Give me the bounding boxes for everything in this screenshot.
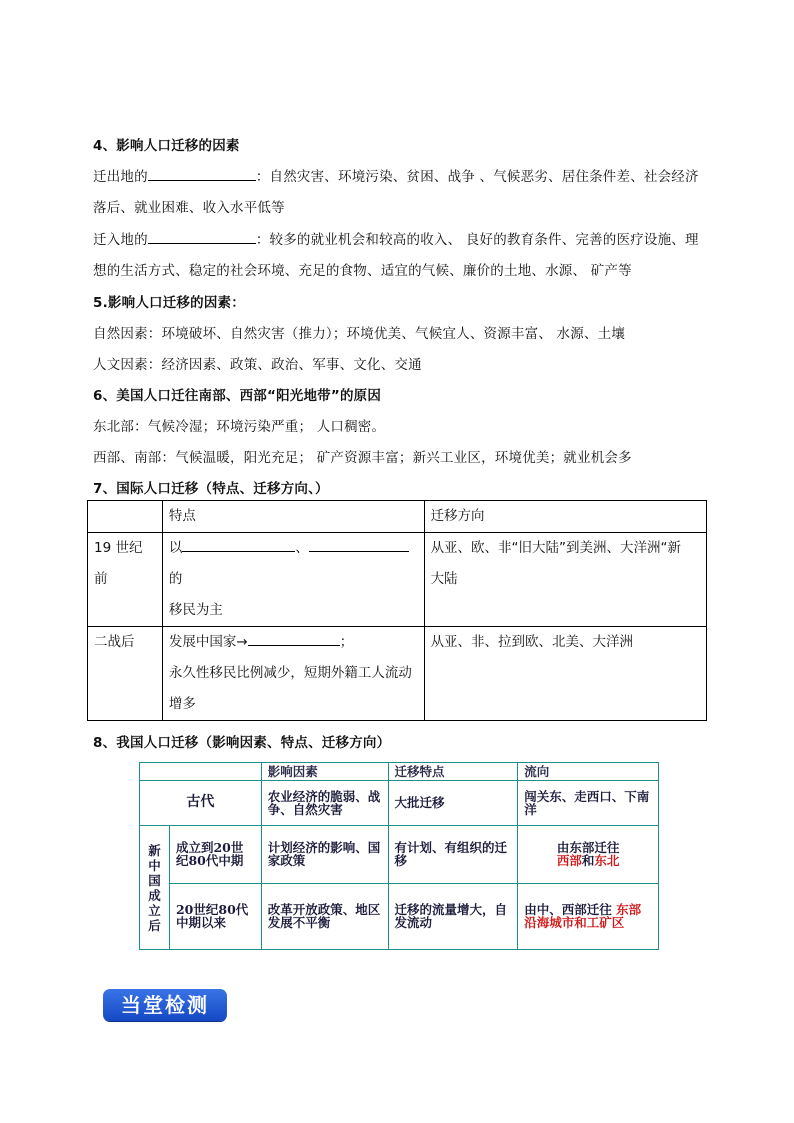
table-row <box>140 883 659 949</box>
s4-in-line2: 想的生活方式、稳定的社会环境、充足的食物、适宜的气候、廉价的土地、水源、 矿产等 <box>93 263 632 279</box>
row2-suffix: ； <box>339 634 354 650</box>
china-migration-table-figure <box>139 762 659 950</box>
t2-ancient-features: 大批迁移 <box>388 780 518 825</box>
t2-p1-flow-d: 东北 <box>594 853 620 869</box>
t2-period2-flow <box>518 883 659 949</box>
s5-natural: 自然因素：环境破坏、自然灾害（推力）；环境优美、气候宜人、资源丰富、 水源、土壤 <box>93 326 626 342</box>
t2-p2-flow-b: 东部沿海城市和工矿区 <box>524 902 642 931</box>
t2-period2-factors: 改革开放政策、地区发展不平衡 <box>261 883 388 949</box>
header-feature: 特点 <box>162 501 424 533</box>
t2-period2-features: 迁移的流量增大，自发流动 <box>388 883 518 949</box>
row2-feature-line3: 增多 <box>168 696 196 712</box>
s4-out-label: 迁出地的 <box>93 169 148 185</box>
t2-period1-label: 成立到20世纪80代中期 <box>169 826 261 884</box>
t2-p1-flow-c: 和 <box>581 853 595 869</box>
t2-ancient-factors: 农业经济的脆弱、战争、自然灾害 <box>261 780 388 825</box>
t2-header-empty <box>140 763 262 781</box>
t2-period1-factors: 计划经济的影响、国家政策 <box>261 826 388 884</box>
s4-in-text1: ：较多的就业机会和较高的收入、 良好的教育条件、完善的医疗设施、理 <box>255 232 699 248</box>
t2-ancient-flow: 闯关东、走西口、下南洋 <box>518 780 659 825</box>
t2-new-china-label: 新中国成立后 <box>140 826 170 950</box>
t2-p2-flow-a: 由中、西部迁往 <box>524 902 612 918</box>
row1-feature-line2: 移民为主 <box>168 602 223 618</box>
row1-label: 19 世纪前 <box>88 533 163 627</box>
fill-blank-out[interactable] <box>148 167 256 181</box>
fill-blank-row1-b[interactable] <box>309 538 409 552</box>
fill-blank-row1-a[interactable] <box>182 538 295 552</box>
section6-heading: 6、美国人口迁往南部、西部“阳光地带”的原因 <box>93 388 382 404</box>
s6-northeast: 东北部：气候冷湿；环境污染严重； 人口稠密。 <box>93 419 386 435</box>
international-migration-table <box>87 500 707 721</box>
table-row <box>88 627 707 721</box>
t2-header-row <box>140 763 659 781</box>
row1-sep: 、 <box>295 540 309 556</box>
section7-heading: 7、国际人口迁移（特点、迁移方向、） <box>93 481 329 497</box>
table-row <box>88 533 707 627</box>
table-row <box>140 780 659 825</box>
row2-feature-line2: 永久性移民比例减少，短期外籍工人流动 <box>168 665 412 681</box>
row1-direction-line2: 大陆 <box>430 571 458 587</box>
table-row <box>140 826 659 884</box>
fill-blank-row2[interactable] <box>248 632 340 646</box>
fill-blank-in[interactable] <box>148 230 256 244</box>
t2-period1-flow <box>518 826 659 884</box>
s5-human: 人文因素：经济因素、政策、政治、军事、文化、交通 <box>93 357 422 373</box>
s4-out-line2: 落后、就业困难、收入水平低等 <box>93 200 285 216</box>
row1-direction-line1: 从亚、欧、非“旧大陆”到美洲、大洋洲“新 <box>430 540 682 556</box>
t2-p1-flow-b: 西部 <box>556 853 582 869</box>
row2-label: 二战后 <box>88 627 163 721</box>
in-class-test-badge: 当堂检测 <box>103 989 227 1021</box>
t2-period1-features: 有计划、有组织的迁移 <box>388 826 518 884</box>
s6-southwest: 西部、南部：气候温暖，阳光充足； 矿产资源丰富；新兴工业区，环境优美；就业机会多 <box>93 450 632 466</box>
section8-heading: 8、我国人口迁移（影响因素、特点、迁移方向） <box>93 735 391 751</box>
section4-heading: 4、影响人口迁移的因素 <box>93 138 240 154</box>
t2-header-flow: 流向 <box>518 763 659 781</box>
china-migration-table <box>139 762 659 950</box>
s4-out-line1 <box>93 165 699 185</box>
t2-ancient-label: 古代 <box>140 780 262 825</box>
t2-p1-flow-a: 由东部迁往 <box>556 840 620 856</box>
header-direction: 迁移方向 <box>424 501 706 533</box>
row1-prefix: 以 <box>168 540 183 556</box>
s4-in-line1 <box>93 228 699 248</box>
t2-header-factors: 影响因素 <box>261 763 388 781</box>
header-empty-cell <box>88 501 163 533</box>
row2-prefix: 发展中国家→ <box>168 634 248 650</box>
row1-suffix: 的 <box>168 571 183 587</box>
t2-header-features: 迁移特点 <box>388 763 518 781</box>
row1-feature <box>162 533 424 627</box>
section5-heading: 5.影响人口迁移的因素： <box>93 295 245 311</box>
row2-direction: 从亚、非、拉到欧、北美、大洋洲 <box>424 627 706 721</box>
s4-in-label: 迁入地的 <box>93 232 148 248</box>
s4-out-text1: ：自然灾害、环境污染、贫困、战争 、气候恶劣、居住条件差、社会经济 <box>255 169 699 185</box>
table-header-row <box>88 501 707 533</box>
row1-direction <box>424 533 706 627</box>
t2-period2-label: 20世纪80代中期以来 <box>169 883 261 949</box>
row2-feature <box>162 627 424 721</box>
